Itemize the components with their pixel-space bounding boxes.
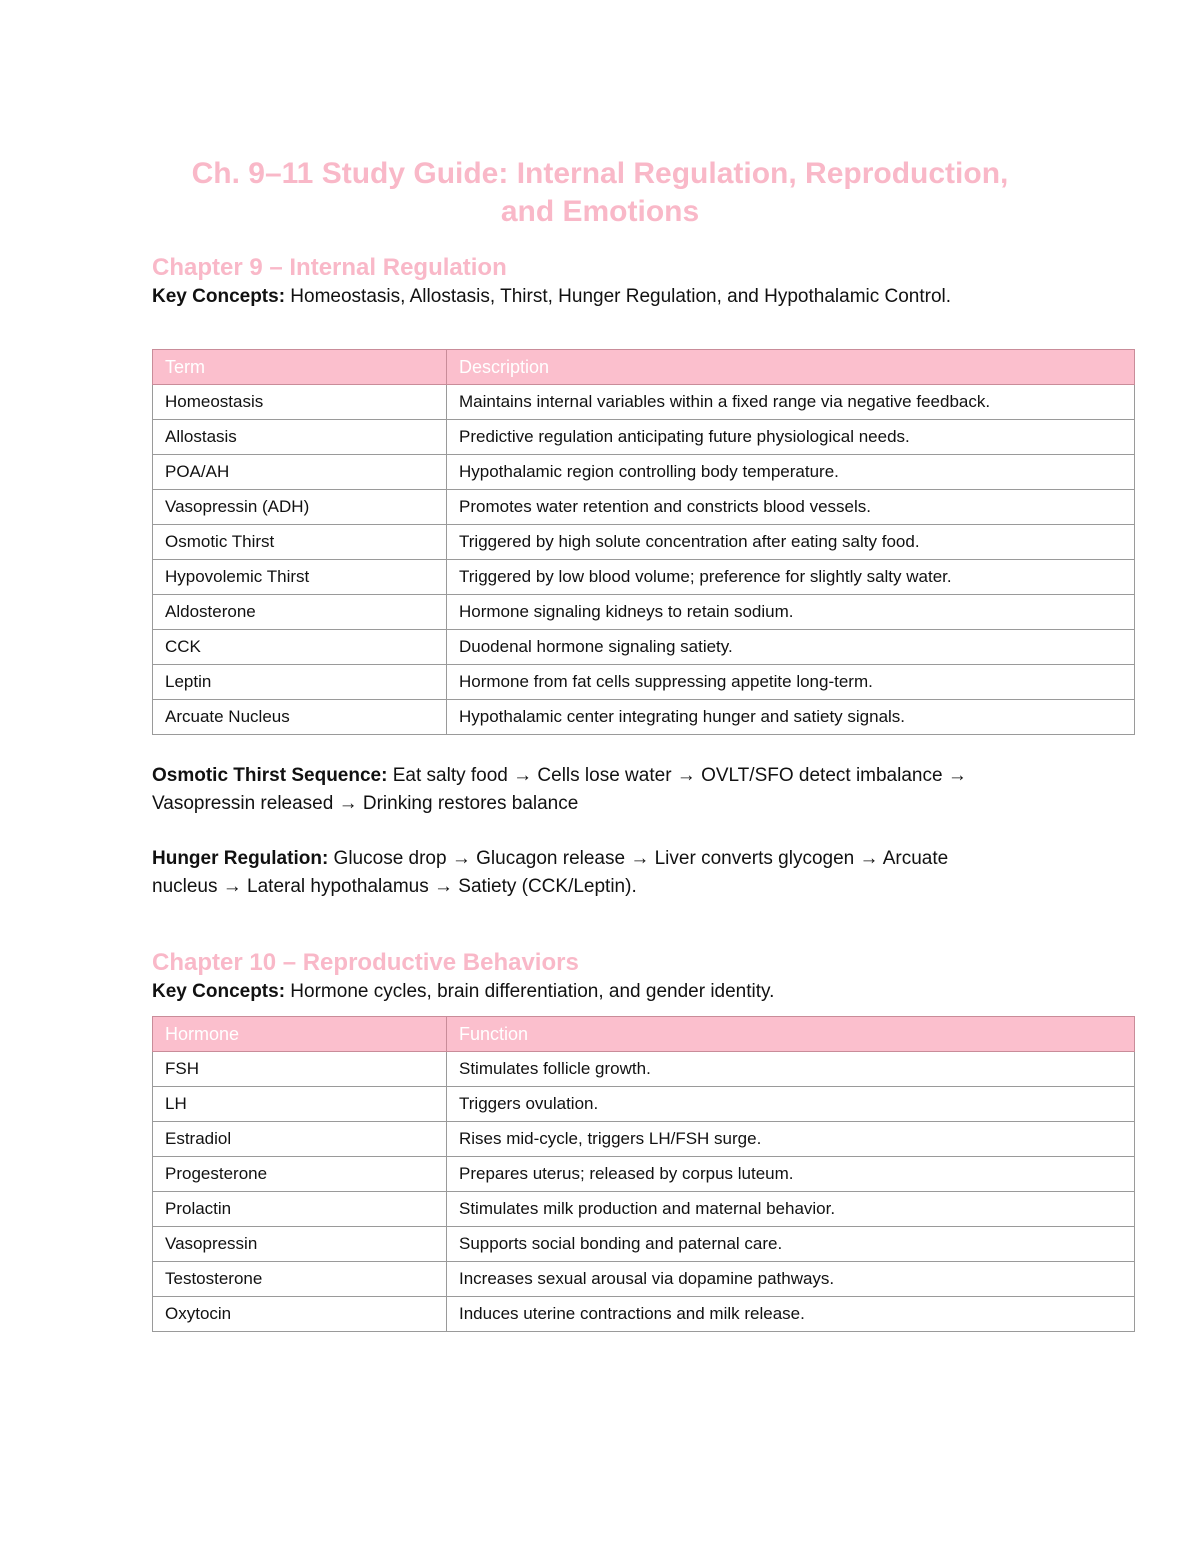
description-cell: Triggered by low blood volume; preference for slightly salty water. (447, 560, 1135, 595)
description-cell: Duodenal hormone signaling satiety. (447, 630, 1135, 665)
term-cell: Vasopressin (ADH) (153, 490, 447, 525)
hunger-regulation (152, 845, 1012, 901)
term-cell: Hypovolemic Thirst (153, 560, 447, 595)
document-title-line-1: Ch. 9–11 Study Guide: Internal Regulation, Reproduction, (191, 157, 1009, 190)
table-header-row (153, 1017, 1135, 1052)
term-cell: CCK (153, 630, 447, 665)
description-cell: Hormone signaling kidneys to retain sodium. (447, 595, 1135, 630)
column-header-term: Term (153, 350, 447, 385)
chapter-10-heading: Chapter 10 – Reproductive Behaviors (152, 949, 579, 976)
table-row (153, 420, 1135, 455)
osmotic-thirst-text: Eat salty food → Cells lose water → OVLT/SFO detect imbalance → Vasopressin released → Drinking restores balance (152, 765, 967, 814)
table-row (153, 1157, 1135, 1192)
table-row (153, 665, 1135, 700)
key-concepts-label: Key Concepts: (152, 286, 286, 307)
description-cell: Hypothalamic center integrating hunger and satiety signals. (447, 700, 1135, 735)
table-row (153, 490, 1135, 525)
term-cell: Allostasis (153, 420, 447, 455)
term-cell: Homeostasis (153, 385, 447, 420)
table-row (153, 1087, 1135, 1122)
table-row (153, 560, 1135, 595)
description-cell: Predictive regulation anticipating future physiological needs. (447, 420, 1135, 455)
key-concepts-text: Hormone cycles, brain differentiation, and gender identity. (285, 981, 775, 1002)
function-cell: Rises mid-cycle, triggers LH/FSH surge. (447, 1122, 1135, 1157)
term-cell: Arcuate Nucleus (153, 700, 447, 735)
hormone-cell: Testosterone (153, 1262, 447, 1297)
osmotic-thirst-sequence (152, 762, 1012, 818)
document-title-line-2: and Emotions (500, 195, 700, 228)
table-row (153, 1122, 1135, 1157)
term-cell: Leptin (153, 665, 447, 700)
table-row (153, 595, 1135, 630)
function-cell: Prepares uterus; released by corpus luteum. (447, 1157, 1135, 1192)
description-cell: Triggered by high solute concentration after eating salty food. (447, 525, 1135, 560)
table-row (153, 630, 1135, 665)
column-header-description: Description (447, 350, 1135, 385)
description-cell: Hypothalamic region controlling body temperature. (447, 455, 1135, 490)
table-row (153, 385, 1135, 420)
table-header-row (153, 350, 1135, 385)
function-cell: Stimulates milk production and maternal behavior. (447, 1192, 1135, 1227)
column-header-hormone: Hormone (153, 1017, 447, 1052)
table-row (153, 1262, 1135, 1297)
hormone-cell: Prolactin (153, 1192, 447, 1227)
key-concepts-text: Homeostasis, Allostasis, Thirst, Hunger Regulation, and Hypothalamic Control. (285, 286, 952, 307)
hormone-cell: Estradiol (153, 1122, 447, 1157)
hunger-regulation-text: Glucose drop → Glucagon release → Liver converts glycogen → Arcuate nucleus → Lateral hypothalamus → Satiety (CCK/Leptin). (152, 848, 949, 897)
function-cell: Stimulates follicle growth. (447, 1052, 1135, 1087)
description-cell: Promotes water retention and constricts blood vessels. (447, 490, 1135, 525)
hunger-regulation-label: Hunger Regulation: (152, 848, 329, 869)
table-row (153, 700, 1135, 735)
table-row (153, 1227, 1135, 1262)
chapter-9-terms-table (152, 349, 1135, 735)
table-row (153, 1192, 1135, 1227)
term-cell: Osmotic Thirst (153, 525, 447, 560)
hormone-cell: FSH (153, 1052, 447, 1087)
column-header-function: Function (447, 1017, 1135, 1052)
chapter-9-key-concepts (152, 283, 1012, 311)
function-cell: Induces uterine contractions and milk release. (447, 1297, 1135, 1332)
key-concepts-label: Key Concepts: (152, 981, 286, 1002)
function-cell: Triggers ovulation. (447, 1087, 1135, 1122)
table-row (153, 455, 1135, 490)
hormone-cell: Progesterone (153, 1157, 447, 1192)
term-cell: POA/AH (153, 455, 447, 490)
osmotic-thirst-label: Osmotic Thirst Sequence: (152, 765, 388, 786)
hormone-cell: Oxytocin (153, 1297, 447, 1332)
chapter-10-hormones-table (152, 1016, 1135, 1332)
term-cell: Aldosterone (153, 595, 447, 630)
hormone-cell: LH (153, 1087, 447, 1122)
function-cell: Supports social bonding and paternal care. (447, 1227, 1135, 1262)
chapter-10-key-concepts (152, 978, 1012, 1006)
description-cell: Hormone from fat cells suppressing appetite long-term. (447, 665, 1135, 700)
table-row (153, 1297, 1135, 1332)
description-cell: Maintains internal variables within a fixed range via negative feedback. (447, 385, 1135, 420)
document-title (100, 155, 1100, 231)
hormone-cell: Vasopressin (153, 1227, 447, 1262)
chapter-9-heading: Chapter 9 – Internal Regulation (152, 254, 507, 281)
table-row (153, 525, 1135, 560)
table-row (153, 1052, 1135, 1087)
function-cell: Increases sexual arousal via dopamine pathways. (447, 1262, 1135, 1297)
